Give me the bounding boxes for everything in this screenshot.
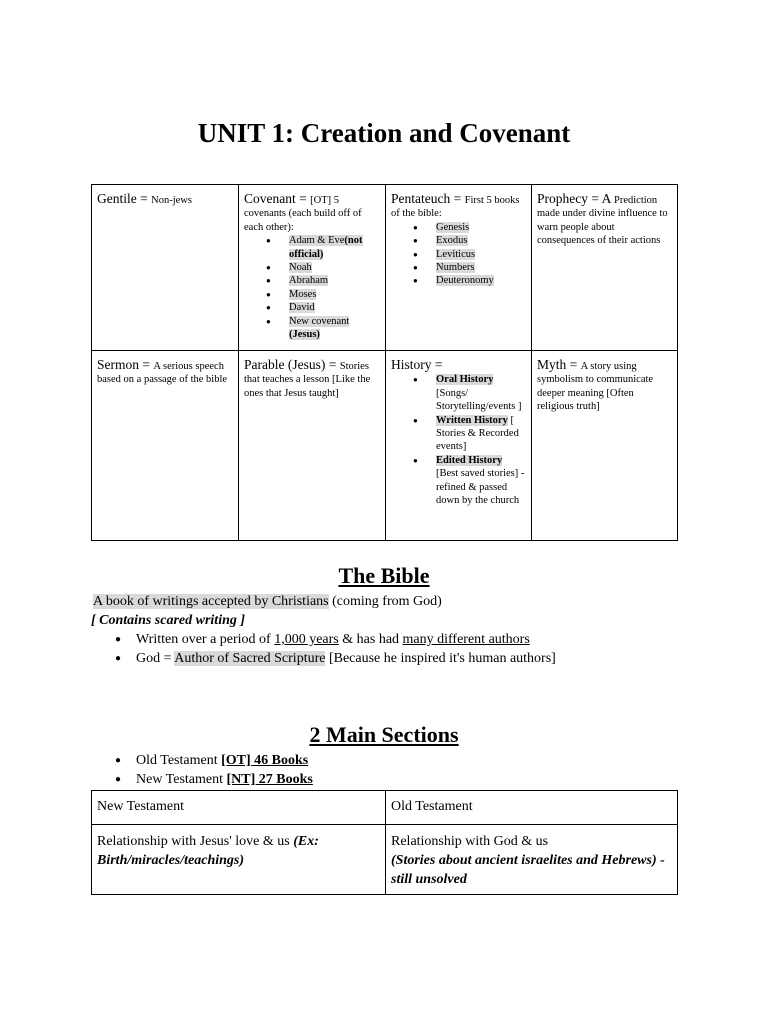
term-definition: A story using symbolism to communicate deeper meaning [Often religious truth] (537, 361, 654, 413)
term-label: Parable (Jesus) (244, 357, 326, 372)
bible-bullet-period: ● Written over a period of 1,000 years & has had many different authors (115, 631, 530, 649)
sections-heading: 2 Main Sections (309, 722, 459, 747)
bible-bullet-author: ● God = Author of Sacred Scripture [Because he inspired it's human authors] (115, 650, 556, 668)
bible-note: [ Contains scared writing ] (91, 613, 246, 628)
term-definition: Non-jews (151, 195, 192, 206)
term-label: Sermon (97, 357, 139, 372)
glossary-cell-parable: Parable (Jesus) = Stories that teaches a lesson [Like the ones that Jesus taught] (244, 357, 371, 399)
list-item: ● Genesis (391, 221, 526, 234)
list-item: ● Noah (244, 261, 380, 274)
page-title: UNIT 1: Creation and Covenant (197, 118, 571, 148)
list-item: ● Written History [ Stories & Recorded events] (391, 414, 526, 454)
pentateuch-list (391, 221, 526, 288)
list-item: ● Exodus (391, 234, 526, 247)
term-label: History (391, 357, 432, 372)
sections-bullet-ot: ● Old Testament [OT] 46 Books (115, 752, 308, 770)
bible-intro: A book of writings accepted by Christians (coming from God) (93, 594, 442, 609)
term-definition: [OT] 5 covenants (each build off of each other): (244, 195, 362, 233)
term-definition: Prediction made under divine influence to warn people about consequences of their actions (537, 195, 668, 247)
glossary-cell-pentateuch: Pentateuch = First 5 books of the bible: ● Genesis ● Exodus ● Leviticus ● Numbers ● Deuteronomy (386, 185, 531, 350)
glossary-cell-myth: Myth = A story using symbolism to communicate deeper meaning [Often religious truth] (537, 357, 654, 413)
covenant-list (244, 234, 380, 341)
list-item: ● David (244, 301, 380, 314)
glossary-cell-gentile: Gentile = Non-jews (97, 191, 192, 206)
term-definition: First 5 books of the bible: (391, 195, 520, 220)
list-item: ● Abraham (244, 274, 380, 287)
glossary-cell-prophecy: Prophecy = A Prediction made under divine influence to warn people about consequences of their actions (537, 191, 668, 247)
table-cell-ot: Relationship with God & us (Stories about ancient israelites and Hebrews) - still unsolved (391, 834, 665, 887)
term-definition: A serious speech based on a passage of the bible (97, 361, 228, 386)
list-item: ● Numbers (391, 261, 526, 274)
table-header-nt: New Testament (97, 799, 185, 814)
glossary-table (91, 184, 678, 541)
testament-table (91, 790, 678, 895)
glossary-cell-covenant: Covenant = [OT] 5 covenants (each build off of each other): ● Adam & Eve(not official) ● Noah ● Abraham ● Moses ● David ● New covenant (Jesus) (239, 185, 385, 350)
term-label: Gentile (97, 191, 137, 206)
list-item: ● Adam & Eve(not official) (244, 234, 380, 261)
glossary-cell-sermon: Sermon = A serious speech based on a passage of the bible (97, 357, 228, 386)
term-label: Pentateuch (391, 191, 451, 206)
term-label: Myth (537, 357, 567, 372)
list-item: ● Moses (244, 288, 380, 301)
term-definition: Stories that teaches a lesson [Like the ones that Jesus taught] (244, 361, 371, 399)
bible-heading: The Bible (338, 563, 430, 588)
sections-bullet-nt: ● New Testament [NT] 27 Books (115, 771, 313, 789)
glossary-cell-history: History = ● Oral History [Songs/ Storytelling/events ] ● Written History [ Stories & Recorded events] ● Edited History [Best saved stories] - refined & passed down by the church (386, 351, 531, 541)
term-label: Prophecy (537, 191, 588, 206)
term-label: Covenant (244, 191, 296, 206)
list-item: ● Leviticus (391, 248, 526, 261)
history-list (391, 373, 526, 507)
list-item: ● Oral History [Songs/ Storytelling/events ] (391, 373, 526, 413)
list-item: ● Edited History [Best saved stories] - refined & passed down by the church (391, 454, 526, 508)
list-item: ● Deuteronomy (391, 274, 526, 287)
list-item: ● New covenant (Jesus) (244, 315, 380, 342)
table-header-ot: Old Testament (391, 799, 473, 814)
table-cell-nt: Relationship with Jesus' love & us (Ex: Birth/miracles/teachings) (97, 834, 319, 868)
